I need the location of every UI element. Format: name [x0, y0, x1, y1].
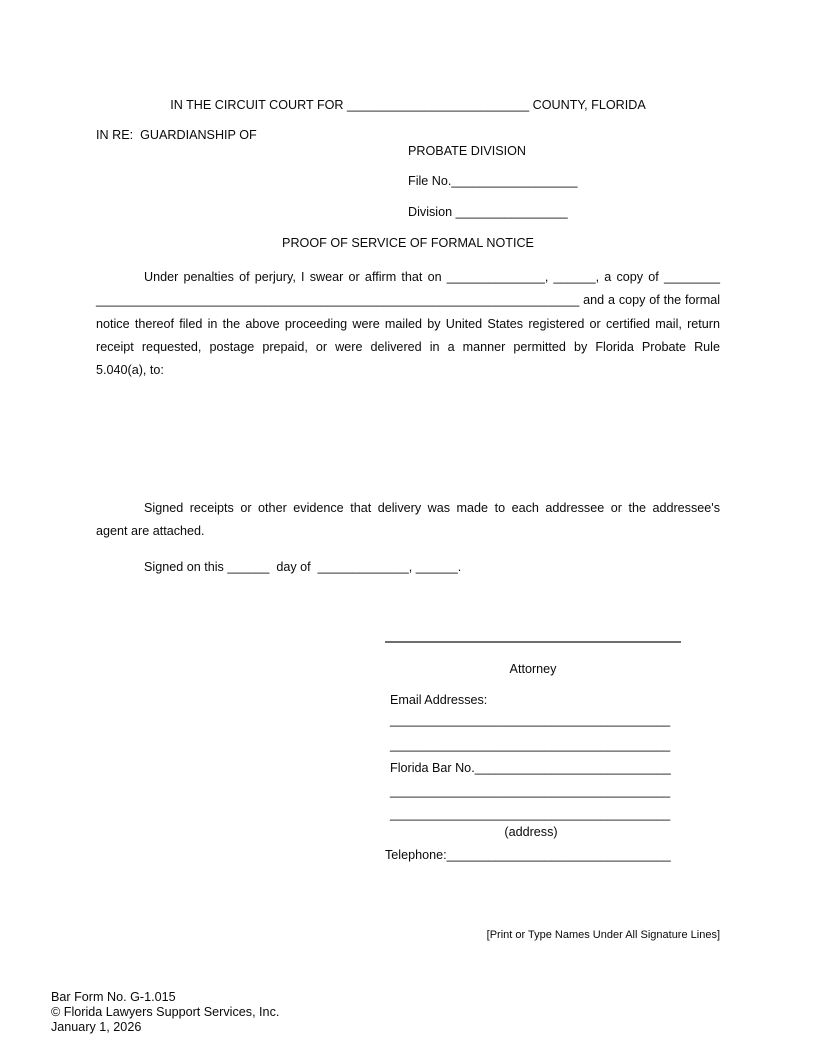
body-paragraph-line: receipt requested, postage prepaid, or were delivered in a manner permitted by Florida Probate Rule: [96, 340, 720, 354]
case-caption: IN RE: GUARDIANSHIP OF: [96, 128, 257, 142]
body-paragraph-line: notice thereof filed in the above proceeding were mailed by United States registered or certified mail, return: [96, 317, 720, 331]
court-header-line: IN THE CIRCUIT COURT FOR __________________________ COUNTY, FLORIDA: [170, 98, 646, 112]
telephone-field: Telephone:________________________________: [385, 848, 671, 862]
division-field: Division ________________: [408, 205, 568, 219]
signature-line: [385, 641, 681, 643]
footer-date: January 1, 2026: [51, 1020, 142, 1034]
probate-division-label: PROBATE DIVISION: [408, 144, 527, 158]
email-line: ________________________________________: [390, 713, 671, 727]
address-line: ________________________________________: [390, 807, 671, 821]
body-paragraph-line: _____________________________________________________________________ and a copy of the formal: [96, 293, 720, 307]
florida-bar-field: Florida Bar No.____________________________: [390, 761, 671, 775]
email-addresses-label: Email Addresses:: [390, 693, 488, 707]
file-no-field: File No.__________________: [408, 174, 578, 188]
address-caption: (address): [504, 825, 558, 839]
body-paragraph-line: 5.040(a), to:: [96, 363, 164, 377]
email-line: ________________________________________: [390, 738, 671, 752]
signed-on-line: Signed on this ______ day of _____________, ______.: [144, 560, 462, 574]
address-line: ________________________________________: [390, 784, 671, 798]
form-title: PROOF OF SERVICE OF FORMAL NOTICE: [282, 236, 534, 250]
footer-form-number: Bar Form No. G-1.015: [51, 990, 176, 1004]
body-paragraph-line: Under penalties of perjury, I swear or affirm that on ______________, ______, a copy of ________: [144, 270, 720, 284]
signed-receipts-line: agent are attached.: [96, 524, 205, 538]
attorney-label: Attorney: [509, 662, 557, 676]
footer-copyright: © Florida Lawyers Support Services, Inc.: [51, 1005, 280, 1019]
signature-note: [Print or Type Names Under All Signature Lines]: [486, 929, 720, 941]
signed-receipts-line: Signed receipts or other evidence that delivery was made to each addressee or the addressee's: [144, 501, 720, 515]
